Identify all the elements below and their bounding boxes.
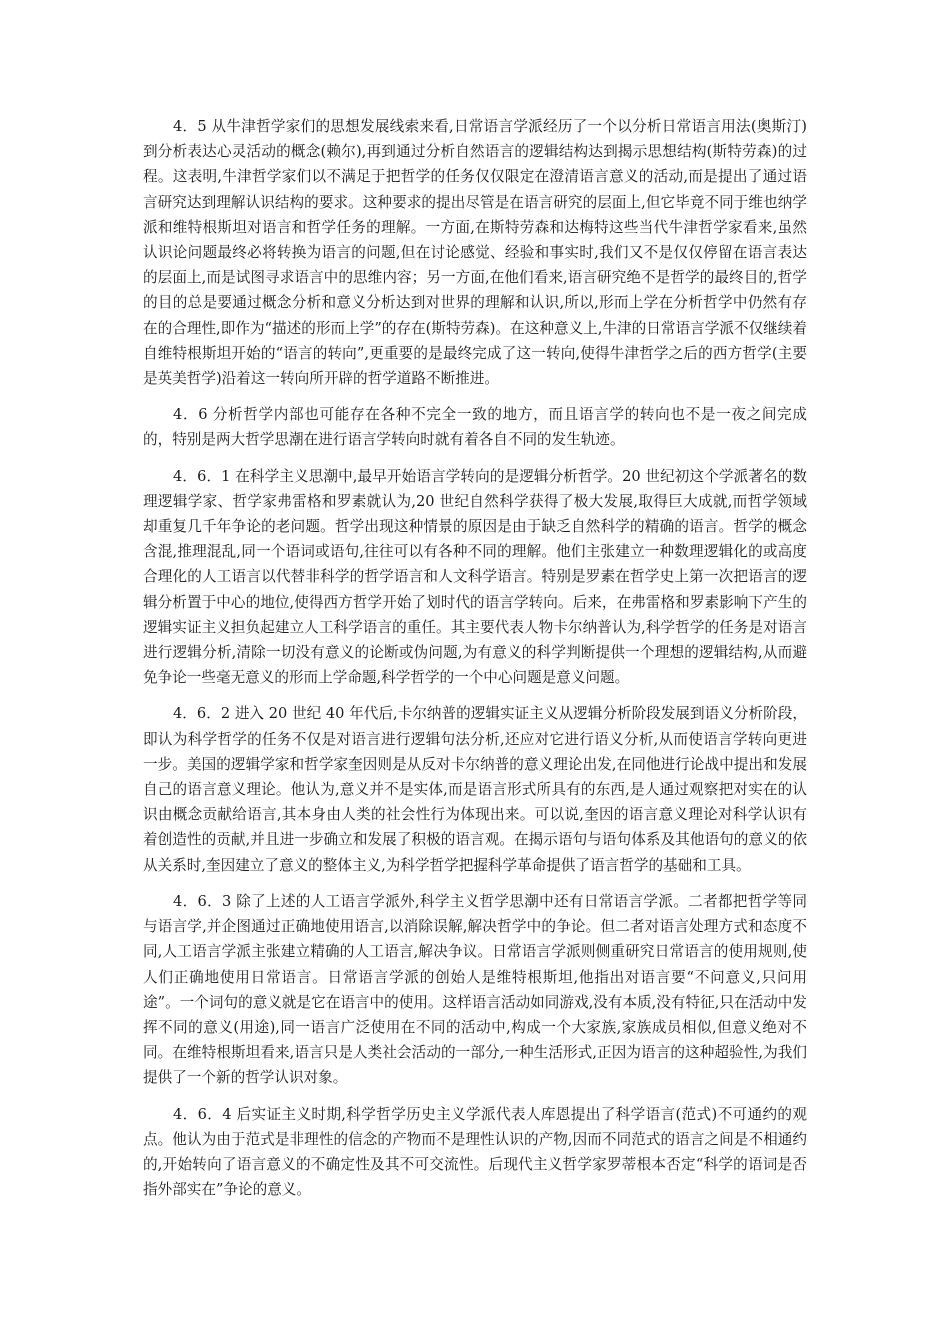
paragraph-4-6-1: 4．6．1 在科学主义思潮中,最早开始语言学转向的是逻辑分析哲学。20 世纪初这个学派著名的数理逻辑学家、哲学家弗雷格和罗素就认为,20 世纪自然科学获得了极大发展,取得巨大成就,而哲学领域却重复几千年争论的老问题。哲学出现这种情景的原因是由于缺乏自然科学的精确的语言。哲学的概念含混,推理混乱,同一个语词或语句,往往可以有各种不同的理解。他们主张建立一种数理逻辑化的或高度合理化的人工语言以代替非科学的哲学语言和人文科学语言。特别是罗素在哲学史上第一次把语言的逻辑分析置于中心的地位,使得西方哲学开始了划时代的语言学转向。后来，在弗雷格和罗素影响下产生的逻辑实证主义担负起建立人工科学语言的重任。其主要代表人物卡尔纳普认为,科学哲学的任务是对语言进行逻辑分析,清除一切没有意义的论断或伪问题,为有意义的科学判断提供一个理想的逻辑结构,从而避免争论一些毫无意义的形而上学命题,科学哲学的一个中心问题是意义问题。 <box>143 467 807 687</box>
paragraph-4-6-2: 4．6．2 进入 20 世纪 40 年代后,卡尔纳普的逻辑实证主义从逻辑分析阶段发展到语义分析阶段，即认为科学哲学的任务不仅是对语言进行逻辑句法分析,还应对它进行语义分析,从而使语言学转向更进一步。美国的逻辑学家和哲学家奎因则是从反对卡尔纳普的意义理论出发,在同他进行论战中提出和发展自己的语言意义理论。他认为,意义并不是实体,而是语言形式所具有的东西,是人通过观察把对实在的认识由概念贡献给语言,其本身由人类的社会性行为体现出来。可以说,奎因的语言意义理论对科学认识有着创造性的贡献,并且进一步确立和发展了积极的语言观。在揭示语句与语句体系及其他语句的意义的依从关系时,奎因建立了意义的整体主义,为科学哲学把握科学革命提供了语言哲学的基础和工具。 <box>143 705 807 874</box>
paragraph-4-6-3: 4．6．3 除了上述的人工语言学派外,科学主义哲学思潮中还有日常语言学派。二者都把哲学等同与语言学,并企图通过正确地使用语言,以消除误解,解决哲学中的争论。但二者对语言处理方式和态度不同,人工语言学派主张建立精确的人工语言,解决争议。日常语言学派则侧重研究日常语言的使用规则,使人们正确地使用日常语言。日常语言学派的创始人是维特根斯坦,他指出对语言要“不问意义,只问用途”。一个词句的意义就是它在语言中的使用。这样语言活动如同游戏,没有本质,没有特征,只在活动中发挥不同的意义(用途),同一语言广泛使用在不同的活动中,构成一个大家族,家族成员相似,但意义绝对不同。在维特根斯坦看来,语言只是人类社会活动的一部分,一种生活形式,正因为语言的这种超验性,为我们提供了一个新的哲学认识对象。 <box>143 892 807 1087</box>
document-body <box>143 114 807 1213</box>
paragraph-4-6: 4．6 分析哲学内部也可能存在各种不完全一致的地方，而且语言学的转向也不是一夜之间完成的，特别是两大哲学思潮在进行语言学转向时就有着各自不同的发生轨迹。 <box>143 406 807 449</box>
paragraph-4-5: 4．5 从牛津哲学家们的思想发展线索来看,日常语言学派经历了一个以分析日常语言用法(奥斯汀)到分析表达心灵活动的概念(赖尔),再到通过分析自然语言的逻辑结构达到揭示思想结构(斯特劳森)的过程。这表明,牛津哲学家们以不满足于把哲学的任务仅仅限定在澄清语言意义的活动,而是提出了通过语言研究达到理解认识结构的要求。这种要求的提出尽管是在语言研究的层面上,但它毕竟不同于维也纳学派和维特根斯坦对语言和哲学任务的理解。一方面,在斯特劳森和达梅特这些当代牛津哲学家看来,虽然认识论问题最终必将转换为语言的问题,但在讨论感觉、经验和事实时,我们又不是仅仅停留在语言表达的层面上,而是试图寻求语言中的思维内容；另一方面,在他们看来,语言研究绝不是哲学的最终目的,哲学的目的总是要通过概念分析和意义分析达到对世界的理解和认识,所以,形而上学在分析哲学中仍然有存在的合理性,即作为“描述的形而上学”的存在(斯特劳森)。在这种意义上,牛津的日常语言学派不仅继续着自维特根斯坦开始的“语言的转向”,更重要的是最终完成了这一转向,使得牛津哲学之后的西方哲学(主要是英美哲学)沿着这一转向所开辟的哲学道路不断推进。 <box>143 118 807 388</box>
paragraph-4-6-4: 4．6．4 后实证主义时期,科学哲学历史主义学派代表人库恩提出了科学语言(范式)不可通约的观点。他认为由于范式是非理性的信念的产物而不是理性认识的产物,因而不同范式的语言之间是不相通约的,开始转向了语言意义的不确定性及其不可交流性。后现代主义哲学家罗蒂根本否定“科学的语词是否指外部实在”争论的意义。 <box>143 1105 807 1199</box>
